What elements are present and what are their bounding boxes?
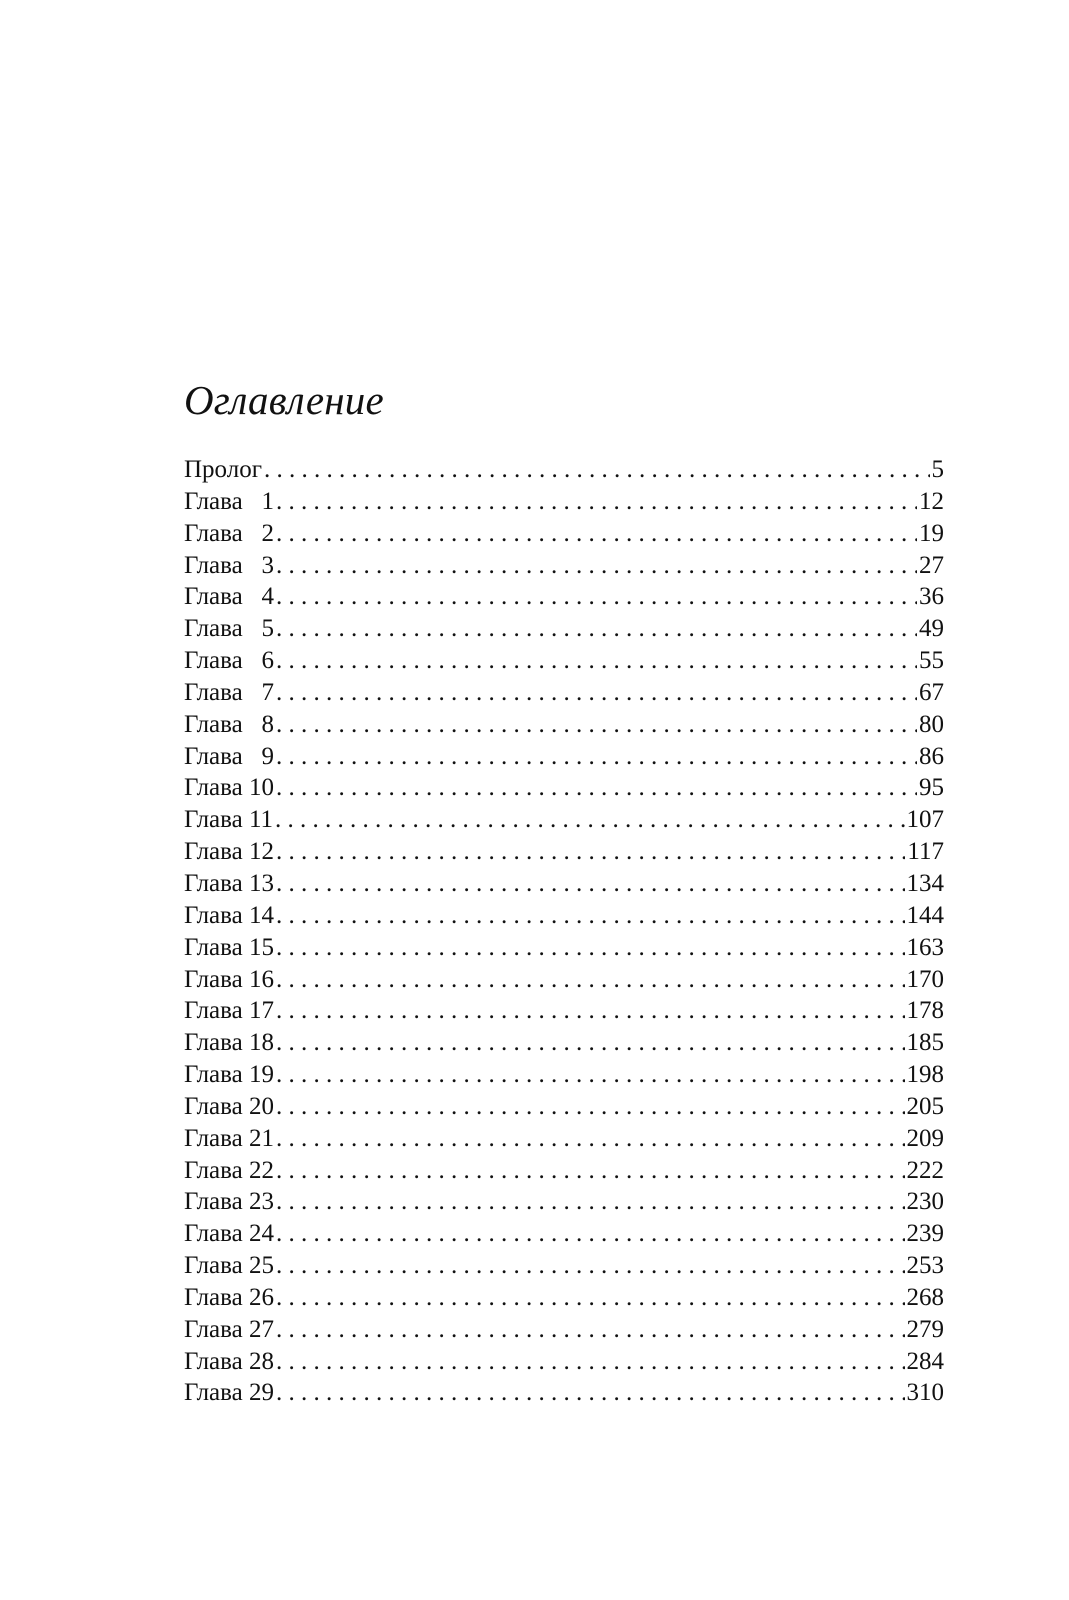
toc-entry-page-number: 178 [906,997,944,1025]
toc-dot-leader [276,677,917,709]
toc-entry[interactable] [184,1282,944,1314]
toc-entry-label: Глава 11 [184,806,274,834]
toc-entry-label: Глава 12 [184,838,274,866]
toc-entry-page-number: 27 [919,551,944,579]
toc-list [184,454,944,1409]
toc-dot-leader [276,1346,905,1378]
toc-entry[interactable] [184,486,944,518]
toc-dot-leader [276,645,917,677]
toc-entry-label: Пролог [184,456,262,483]
toc-entry[interactable] [184,804,944,836]
toc-entry-page-number: 80 [919,710,944,738]
toc-entry-label: Глава 27 [184,1315,274,1343]
toc-dot-leader [276,709,917,741]
toc-dot-leader [276,550,917,582]
toc-entry-label: Глава 23 [184,1188,274,1216]
toc-dot-leader [276,1314,905,1346]
toc-entry-page-number: 144 [906,901,944,929]
toc-entry[interactable] [184,995,944,1027]
toc-entry-page-number: 107 [906,806,944,834]
toc-dot-leader [276,995,905,1027]
toc-entry[interactable] [184,1377,944,1409]
toc-dot-leader [276,868,905,900]
toc-entry-page-number: 222 [906,1156,944,1184]
toc-entry-page-number: 310 [906,1379,944,1407]
toc-entry[interactable] [184,613,944,645]
toc-dot-leader [275,804,904,836]
toc-dot-leader [276,1282,905,1314]
toc-dot-leader [276,1091,905,1123]
toc-entry-label: Глава 19 [184,1061,274,1089]
toc-entry[interactable] [184,964,944,996]
toc-entry-label: Глава 29 [184,1379,274,1407]
toc-entry[interactable] [184,1218,944,1250]
toc-entry[interactable] [184,741,944,773]
toc-entry-page-number: 170 [906,965,944,993]
toc-dot-leader [276,613,917,645]
toc-entry-page-number: 209 [906,1124,944,1152]
toc-entry-label: Глава 13 [184,869,274,897]
toc-entry-page-number: 205 [906,1092,944,1120]
toc-dot-leader [276,1027,905,1059]
toc-entry-page-number: 86 [919,742,944,770]
toc-entry[interactable] [184,1346,944,1378]
toc-entry-page-number: 198 [906,1061,944,1089]
toc-entry-page-number: 36 [919,583,944,611]
toc-entry[interactable] [184,1027,944,1059]
toc-entry-label: Глава 15 [184,933,274,961]
toc-dot-leader [276,932,905,964]
toc-entry-page-number: 19 [919,519,944,547]
toc-entry[interactable] [184,677,944,709]
toc-dot-leader [264,454,930,486]
toc-dot-leader [276,836,905,868]
toc-entry[interactable] [184,581,944,613]
toc-entry[interactable] [184,454,944,486]
toc-entry-page-number: 55 [919,647,944,675]
toc-entry-page-number: 284 [906,1347,944,1375]
toc-entry-label: Глава 7 [184,678,274,706]
toc-dot-leader [276,518,917,550]
toc-entry[interactable] [184,709,944,741]
toc-entry[interactable] [184,1123,944,1155]
toc-dot-leader [276,1155,905,1187]
toc-entry-label: Глава 1 [184,487,274,515]
toc-entry-page-number: 230 [906,1188,944,1216]
toc-entry[interactable] [184,550,944,582]
toc-entry-label: Глава 26 [184,1283,274,1311]
toc-page [184,377,944,1409]
toc-dot-leader [276,1377,905,1409]
toc-entry-page-number: 117 [907,838,944,866]
toc-entry-page-number: 268 [906,1283,944,1311]
toc-dot-leader [276,1059,905,1091]
toc-entry-label: Глава 9 [184,742,274,770]
toc-entry-label: Глава 24 [184,1220,274,1248]
toc-entry-label: Глава 17 [184,997,274,1025]
toc-dot-leader [276,900,905,932]
toc-dot-leader [276,1218,905,1250]
toc-entry-label: Глава 28 [184,1347,274,1375]
toc-entry-label: Глава 22 [184,1156,274,1184]
toc-entry-page-number: 279 [906,1315,944,1343]
toc-entry-label: Глава 3 [184,551,274,579]
toc-entry[interactable] [184,868,944,900]
toc-entry[interactable] [184,1186,944,1218]
toc-entry-label: Глава 16 [184,965,274,993]
toc-entry-label: Глава 14 [184,901,274,929]
toc-entry-label: Глава 10 [184,774,274,802]
toc-dot-leader [276,1123,905,1155]
toc-dot-leader [276,1250,905,1282]
toc-dot-leader [276,1186,905,1218]
toc-dot-leader [276,486,917,518]
toc-dot-leader [276,772,917,804]
toc-entry[interactable] [184,932,944,964]
toc-title: Оглавление [184,377,384,423]
toc-entry[interactable] [184,836,944,868]
toc-entry-label: Глава 4 [184,583,274,611]
toc-entry-label: Глава 5 [184,615,274,643]
toc-entry[interactable] [184,1155,944,1187]
toc-entry[interactable] [184,518,944,550]
toc-entry-page-number: 163 [906,933,944,961]
toc-entry-page-number: 67 [919,678,944,706]
toc-entry-label: Глава 18 [184,1029,274,1057]
toc-entry-label: Глава 2 [184,519,274,547]
toc-entry[interactable] [184,1059,944,1091]
toc-entry[interactable] [184,1314,944,1346]
toc-entry-page-number: 95 [919,774,944,802]
toc-entry-label: Глава 8 [184,710,274,738]
toc-entry[interactable] [184,1250,944,1282]
toc-entry[interactable] [184,900,944,932]
toc-dot-leader [276,581,917,613]
toc-entry-page-number: 253 [906,1252,944,1280]
toc-entry[interactable] [184,645,944,677]
toc-entry[interactable] [184,1091,944,1123]
toc-entry-label: Глава 20 [184,1092,274,1120]
toc-dot-leader [276,741,917,773]
toc-entry-label: Глава 6 [184,647,274,675]
toc-entry-label: Глава 21 [184,1124,274,1152]
toc-entry-label: Глава 25 [184,1252,274,1280]
toc-entry-page-number: 185 [906,1029,944,1057]
toc-entry[interactable] [184,772,944,804]
toc-dot-leader [276,964,905,996]
toc-entry-page-number: 12 [919,487,944,515]
toc-entry-page-number: 5 [931,456,944,483]
toc-entry-page-number: 239 [906,1220,944,1248]
toc-entry-page-number: 134 [906,869,944,897]
toc-entry-page-number: 49 [919,615,944,643]
